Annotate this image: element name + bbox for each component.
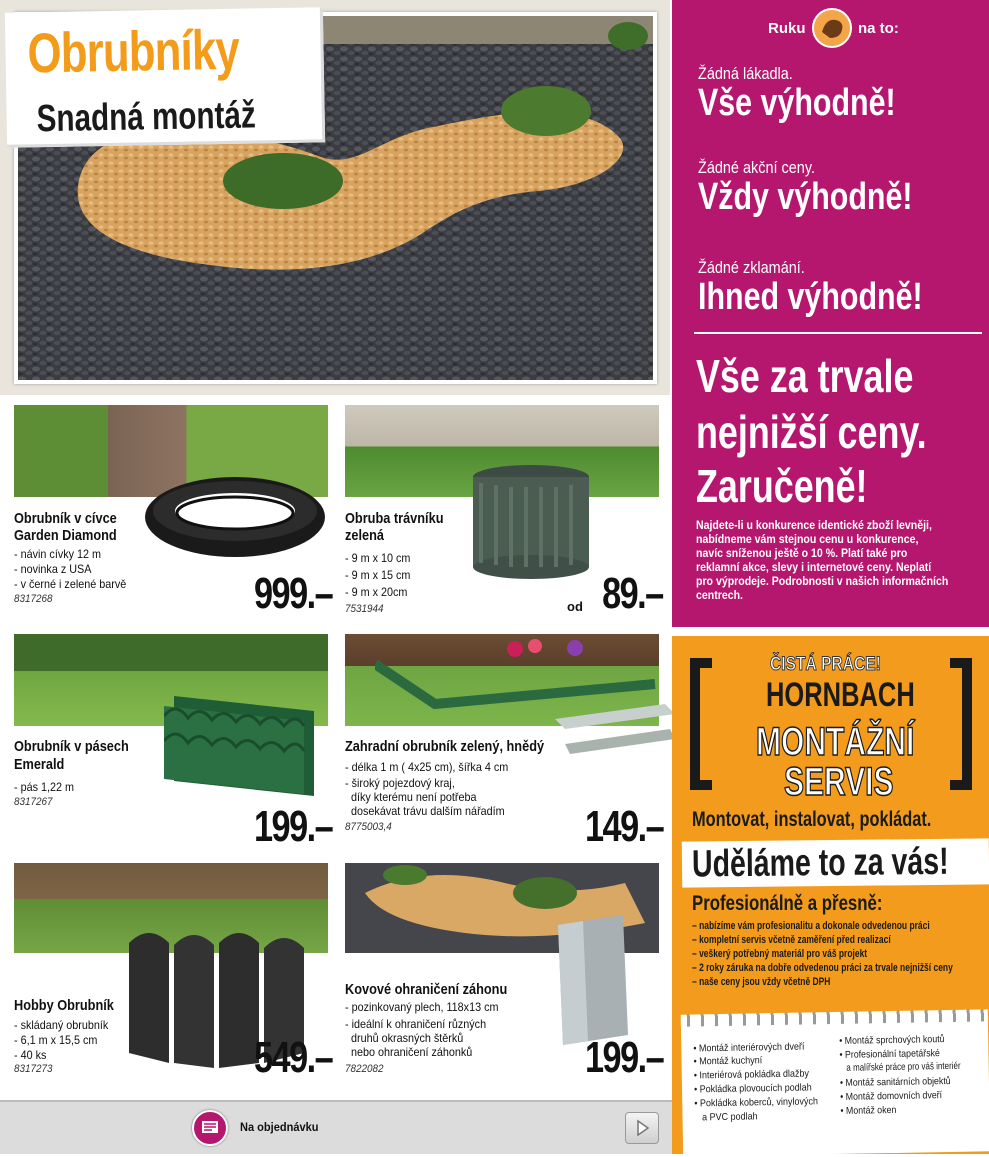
service-list-item: • Montáž kuchyní — [693, 1055, 763, 1068]
product-name-line: Garden Diamond — [14, 527, 117, 544]
headline-line: Zaručeně! — [696, 460, 868, 512]
guarantee-text-line: Najdete-li u konkurence identické zboží levněji, — [696, 518, 932, 532]
badge-line: HORNBACH — [766, 676, 915, 714]
product-name-line: Obrubník v cívce — [14, 510, 117, 527]
product-code: 7822082 — [345, 1063, 384, 1075]
bottom-bar — [0, 1100, 672, 1154]
product-card[interactable] — [14, 863, 332, 1085]
service-list-item: • Pokládka plovoucích podlah — [693, 1082, 812, 1096]
product-feature: - 40 ks — [14, 1048, 47, 1062]
next-page-button[interactable] — [625, 1112, 659, 1144]
price-prefix: od — [567, 599, 583, 614]
hero-title-card — [5, 7, 325, 148]
divider — [694, 332, 982, 334]
service-list-item: • Montáž oken — [840, 1104, 897, 1117]
product-card[interactable] — [14, 405, 332, 623]
service-heading: Profesionálně a přesně: — [692, 892, 883, 915]
product-name-line: Emerald — [14, 756, 65, 773]
bracket-right — [950, 658, 972, 790]
product-feature: - novinka z USA — [14, 562, 92, 576]
product-feature: - návin cívky 12 m — [14, 547, 102, 561]
promo-small-line: Žádná lákadla. — [698, 64, 793, 83]
product-feature: nebo ohraničení záhonků — [345, 1045, 473, 1059]
product-card[interactable] — [14, 634, 332, 851]
order-label: Na objednávku — [240, 1120, 319, 1134]
product-price: 89.– — [602, 569, 663, 618]
product-code: 8317273 — [14, 1063, 53, 1075]
service-point: – veškerý potřebný materiál pro váš projekt — [692, 948, 868, 960]
promo-small-line: Žádné zklamání. — [698, 258, 805, 277]
emerald-border-strips-illustration — [164, 686, 324, 798]
product-feature: - 9 m x 15 cm — [345, 568, 411, 582]
hand-logo-icon — [812, 8, 852, 48]
product-name-line: zelená — [345, 527, 384, 544]
product-feature: - pozinkovaný plech, 118x13 cm — [345, 1000, 499, 1014]
product-feature: - v černé i zelené barvě — [14, 577, 127, 591]
service-list-item: • Montáž interiérových dveří — [693, 1041, 805, 1055]
guarantee-text-line: pro výprodeje. Podrobnosti v našich informačních — [696, 574, 949, 588]
ruku-label-right: na to: — [858, 20, 899, 37]
service-point: – kompletní servis včetně zaměření před realizací — [692, 934, 891, 946]
hero-title: Obrubníky — [26, 17, 240, 85]
product-code: 8317268 — [14, 593, 53, 605]
product-feature: - 9 m x 10 cm — [345, 551, 411, 565]
assembly-service-panel — [672, 636, 989, 1154]
product-feature: - pás 1,22 m — [14, 780, 75, 794]
guarantee-text-line: reklamní akce, slevy i internetové ceny. Neplatí — [696, 560, 932, 574]
product-feature: - skládaný obrubník — [14, 1018, 109, 1032]
product-name-line: Obrubník v pásech — [14, 738, 129, 755]
promo-big-line: Ihned výhodně! — [698, 276, 923, 318]
notepad-binding — [681, 1009, 988, 1026]
product-feature: dosekávat trávu dalším nářadím — [345, 804, 505, 818]
product-feature: - 9 m x 20cm — [345, 585, 408, 599]
coil-border-illustration — [142, 471, 328, 563]
play-arrow-icon — [626, 1113, 658, 1143]
badge-line: SERVIS — [784, 760, 894, 804]
service-list-item: • Profesionální tapetářské — [839, 1048, 940, 1061]
headline-line: Vše za trvale — [696, 350, 914, 402]
banner-card — [682, 838, 989, 887]
product-card[interactable] — [345, 863, 663, 1085]
guarantee-text-line: navíc sníženou ještě o 10 %. Platí také pro — [696, 546, 908, 560]
service-list-item: a PVC podlah — [694, 1111, 758, 1124]
bracket-left — [690, 658, 712, 790]
service-list-item: • Montáž sanitárních objektů — [839, 1075, 951, 1089]
product-price: 199.– — [584, 1033, 663, 1082]
green-brown-edge-illustration — [375, 634, 675, 799]
guarantee-text-line: centrech. — [696, 588, 743, 602]
product-feature: - délka 1 m ( 4x25 cm), šířka 4 cm — [345, 760, 509, 774]
price-guarantee-panel — [672, 0, 989, 627]
product-name-line: Kovové ohraničení záhonu — [345, 981, 508, 998]
hero-subtitle: Snadná montáž — [36, 94, 257, 141]
service-list-item: • Montáž sprchových koutů — [839, 1034, 945, 1047]
product-name-line: Zahradní obrubník zelený, hnědý — [345, 738, 545, 755]
product-feature: druhů okrasných štěrků — [345, 1031, 464, 1045]
service-list-item: • Interiérová pokládka dlažby — [693, 1068, 810, 1082]
product-feature: - široký pojezdový kraj, — [345, 776, 455, 790]
product-card[interactable] — [345, 634, 663, 851]
product-card[interactable] — [345, 405, 663, 623]
service-banner: Uděláme to za vás! — [691, 840, 949, 886]
headline-line: nejnižší ceny. — [696, 406, 927, 458]
product-feature: díky kterému není potřeba — [345, 790, 477, 804]
product-code: 8775003,4 — [345, 821, 392, 833]
order-icon — [192, 1110, 228, 1146]
hero-section — [0, 0, 670, 395]
ruku-label-left: Ruku — [768, 20, 806, 37]
service-list-item: • Pokládka koberců, vinylových — [694, 1096, 819, 1110]
product-price: 199.– — [253, 802, 332, 851]
service-notepad — [681, 1015, 989, 1156]
service-point: – nabízíme vám profesionalitu a dokonale odvedenou práci — [692, 920, 930, 932]
product-price: 149.– — [584, 802, 663, 851]
service-point: – 2 roky záruka na dobře odvedenou práci za trvale nejnižší ceny — [692, 962, 953, 974]
service-tagline: Montovat, instalovat, pokládat. — [692, 808, 932, 831]
product-name-line: Obruba trávníku — [345, 510, 444, 527]
service-point: – naše ceny jsou vždy včetně DPH — [692, 976, 831, 988]
product-price: 999.– — [253, 569, 332, 618]
product-feature: - 6,1 m x 15,5 cm — [14, 1033, 98, 1047]
promo-big-line: Vše výhodně! — [698, 82, 896, 124]
product-name-line: Hobby Obrubník — [14, 997, 114, 1014]
promo-big-line: Vždy výhodně! — [698, 176, 913, 218]
badge-line: MONTÁŽNÍ — [756, 720, 915, 764]
product-code: 8317267 — [14, 796, 53, 808]
product-price: 549.– — [253, 1033, 332, 1082]
lawn-edge-roll-illustration — [471, 463, 591, 581]
metal-edging-illustration — [553, 915, 633, 1050]
badge-line: ČISTÁ PRÁCE! — [770, 654, 881, 675]
guarantee-text-line: nabídneme vám stejnou cenu u konkurence, — [696, 532, 919, 546]
product-feature: - ideální k ohraničení různých — [345, 1017, 487, 1031]
promo-small-line: Žádné akční ceny. — [698, 158, 816, 177]
service-list-item: a malířské práce pro váš interiér — [839, 1060, 961, 1074]
product-code: 7531944 — [345, 603, 384, 615]
service-list-item: • Montáž domovních dveří — [840, 1090, 943, 1103]
